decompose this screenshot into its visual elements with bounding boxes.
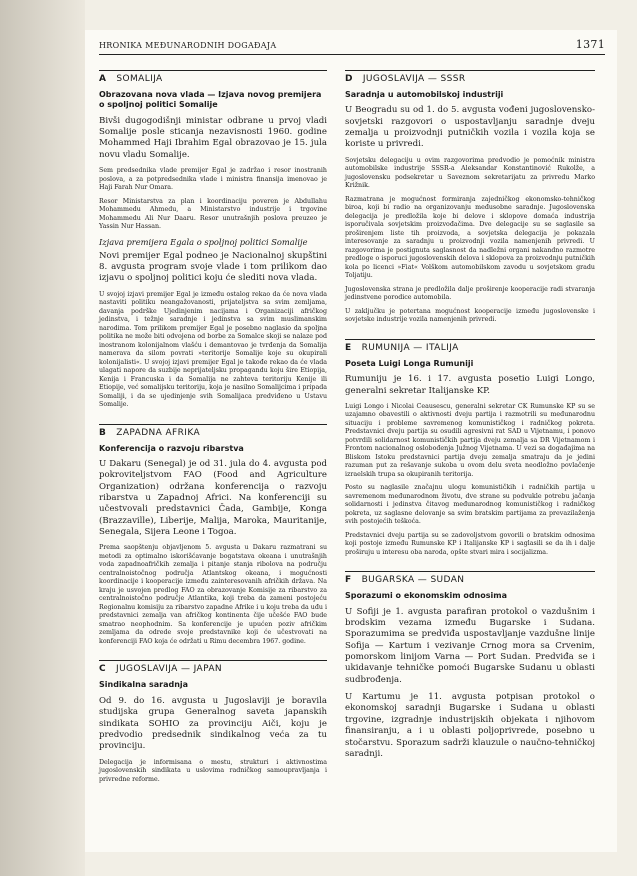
paragraph: Novi premijer Egal podneo je Nacionalnoj skupštini 8. avgusta program svoje vlade i tom prilikom dao izjavu o spoljnoj politici koju će slediti nova vlada. (99, 250, 327, 284)
paragraph: Delegacija je informisana o mestu, strukturi i aktivnostima jugoslovenskih sindikata u uslovima radničkog samoupravljanja i privredne reforme. (99, 758, 327, 783)
paragraph: U Sofiji je 1. avgusta parafiran protokol o vazdušnim i brodskim vezama između Bugarske i Sudana. Sporazumima se predviđa uspostavljanje vazdušne linije Sofija — Kartum i vezivanje Crnog mora sa Crvenim, pomorskom linijom Varna — Port Sudan. Predviđa se i ukidavanje tehničke pomoći Bugarske Sudanu u oblasti sudbrođenja. (345, 606, 595, 685)
section-letter: A (99, 74, 107, 84)
article-title: Poseta Luigi Longa Rumuniji (345, 358, 474, 368)
section-letter: F (345, 575, 352, 586)
section-country: BUGARSKA — SUDAN (361, 575, 465, 586)
paragraph: Predstavnici dveju partija su se zadovoljstvom govorili o bratskim odnosima koji postoje između Rumunske KP i Italijanske KP i saglasili se da ih i dalje proširuju u interesu oba naroda, opšte stvari mira i socijalizma. (345, 531, 595, 556)
article-title: Sindikalna saradnja (99, 680, 189, 690)
section-letter: E (345, 342, 352, 353)
article-title: Konferencija o razvoju ribarstva (99, 443, 244, 453)
article-title: Saradnja u automobilskoj industriji (345, 90, 504, 99)
paragraph: U Kartumu je 11. avgusta potpisan protokol o ekonomskoj saradnji Bugarske i Sudana u oblasti trgovine, izgradnje industrijskih objekata i njihovom finansiranju, a i u oblasti poljoprivrede, posebno u stočarstvu. Sporazum sadrži klauzule o naučno-tehničkoj saradnji. (345, 692, 595, 759)
section-heading (99, 424, 327, 438)
paragraph: Jugoslovenska strana je predložila dalje proširenje kooperacije radi stvaranja jedinstvene porodice automobila. (345, 285, 595, 302)
paragraph: Sovjetsku delegaciju u ovim razgovorima predvodio je pomoćnik ministra automobilske industrije SSSR-a Aleksandar Konstantinović Rukolže, a jugoslovensku podsekretar u Saveznom sekretarijatu za privredu Marko Križnik. (345, 156, 595, 190)
paragraph: Bivši dugogodišnji ministar odbrane u prvoj vladi Somalije posle sticanja nezavisnosti 1960. godine Mohammed Haji Ibrahim Egal obrazovao je 15. jula novu vladu Somalije. (99, 115, 327, 160)
section-country: ZAPADNA AFRIKA (116, 427, 201, 438)
paragraph: U svojoj izjavi premijer Egal je između ostalog rekao da će nova vlada nastaviti politiku neangažovanosti, prijateljstva sa svim zemljama, davanja podrške Ujedinjenim nacijama i Organizaciji afričkog jedinstva, i težnje saradnje i jedinstva sa svim muslimanskim narodima. Tom prilikom premijer Egal je posebno naglasio da spoljna politika ne može biti odvojena od borbe za Somalce skoji se nalaze pod inostranom kolonijalnom vlašću i demantovao je tvrđenja da Somalija namerava da silom povrati »teritorije Somalije koje su okupirali kolonijalisti«. U svojoj izjavi premijer Egal je takođe rekao da će vlada ulagati napore da suzbije neprijateljsku propagandu koju šire Etiopija, Kenija i Francuska i da Somalija ne zahteva teritoriju Kenije ili Etiopije, već somalijsku teritoriju, koja je nasilno Somalijcima i pripada Somaliji, i da se ujedinjenje svih Somalijaca predviđeno u Ustavu Somalije. (99, 290, 327, 409)
paragraph: Rumuniju je 16. i 17. avgusta posetio Luigi Longo, generalni sekretar Italijanske KP. (345, 374, 595, 396)
paragraph: Razmatrana je mogućnost formiranja zajedničkog ekonomsko-tehničkog biroa, koji bi radio na organizovanju međusobne saradnje. Jugoslovenska delegacija je predložila koje bi delove i sklopove domaća industrija isporučivala sovjetskim proizvođačima. Dve delegacije su se saglasile sa proširenjem liste tih proizvoda, a sovjetska delegacija je pokazala interesovanje za saradnju u proizvodnji vozila namenjenih privredi. U razgovorima je postignuta saglasnost da nadležni organi nakandno razmotre predloge o isporuci jugoslovenskih delova i sklopova za proizvodnju putničkih kola po licenci »Fiat« Volškom automobilskom zavodu u sovjetskom gradu Toljatiju. (345, 195, 595, 280)
section (99, 660, 327, 784)
section-country: JUGOSLAVIJA — SSSR (362, 74, 466, 84)
section-letter: B (99, 427, 107, 438)
article-subtitle: Izjava premijera Egala o spoljnoj politici Somalije (99, 236, 308, 247)
page (85, 30, 617, 852)
section-heading (345, 571, 595, 585)
book-spine-shadow (0, 0, 85, 876)
paragraph: Luigi Longo i Nicolai Ceausescu, generalni sekretar CK Rumunske KP su se uzajamno obavestili o aktivnosti dveju partija i razmotrili su međunarodnu situaciju i probleme savremenog komunističkog i radničkog pokreta. Predstavnici dveju partija su osudili agresivni rat SAD u Vijetnamu, i ponovo potvrdili solidarnost komunističkih partija dveju zemalja sa DR Vijetnamom i Frontom nacionalnog oslobođenja Južnog Vijetnama. U vezi sa događajima na Bliskom Istoku predstavnici partija dveju zemalja smatraju da je jedini razuman put za rešavanje sukoba u ovom delu sveta neodložno povlačenje izraelskih trupa sa okupiranih teritorija. (345, 402, 595, 478)
section-letter: D (345, 74, 353, 84)
section-heading (345, 339, 595, 353)
paragraph: Posto su naglasile značajnu ulogu komunističkih i radničkih partija u savremenom međunarodnom životu, dve strane su podvukle potrebu jačanja solidarnosti i jedinstva čitavog međunarodnog komunističkog i radničkog pokreta, uz saglasne delovanje sa svim bratskim partijama za prevazilaženja svih postojećih teškoća. (345, 484, 595, 526)
section-heading (99, 660, 327, 674)
left-column (99, 70, 327, 798)
section (99, 70, 327, 410)
section-heading (345, 70, 595, 84)
paragraph: Resor Ministarstva za plan i koordinaciju poveren je Abdullahu Mohammedu Ahmedu, a Ministarstvo industrije i trgovine Mohammedu Ali Nur Daaru. Resor unutrašnjih poslova preuzeo je Yassin Nur Hassan. (99, 197, 327, 231)
section (99, 424, 327, 647)
paragraph: U zaključku je potertana mogućnost kooperacije između jugoslovenske i sovjetske industrije vozila namenjenih privredi. (345, 307, 595, 324)
article-title: Obrazovana nova vlada — Izjava novog premijera o spoljnoj politici Somalije (99, 90, 322, 110)
section-country: RUMUNIJA — ITALIJA (361, 342, 459, 353)
section (345, 339, 595, 558)
section-letter: C (99, 664, 107, 675)
section-country: JUGOSLAVIJA — JAPAN (116, 664, 223, 675)
paragraph: Prema saopštenju objavljenom 5. avgusta u Dakaru razmatrani su metodi za optimalno iskorišćavanje bogatstava okeana i unutrašnjih voda zapadnoafričkih zemalja i pitanje stanja ribolova na području centralnoistočnog područja Atlantskog okeana, i mogućnosti koordinacije i kooperacije između zainteresovanih afričkih država. Na kraju je usvojen predlog FAO za obrazovanje Komisije za ribarstvo za centralnoistočno područje Atlantika, koji treba da zameni postojeću Regionalnu komisiju za ribarstvo zapadne Afrike i u koju treba da uđu i predstavnici zemalja van afričkog kontinenta čije učešće FAO bude smatrao neophodnim. Sa konferencije je upućen poziv afričkim zemljama da odrede svoje predstavnike koji će učestvovati na konferenciji FAO koja će održati u Rimu decembra 1967. godine. (99, 544, 327, 645)
right-column (345, 70, 595, 774)
running-title: HRONIKA MEĐUNARODNIH DOGAĐAJA (99, 41, 277, 50)
section (345, 70, 595, 325)
page-number: 1371 (575, 38, 605, 51)
section-country: SOMALIJA (116, 74, 163, 84)
section-heading (99, 70, 327, 84)
section (345, 571, 595, 760)
paragraph: U Dakaru (Senegal) je od 31. jula do 4. avgusta pod pokroviteljstvom FAO (Food and Agriculture Organization) održana konferencija o razvoju ribarstva u Zapadnoj Africi. Na konferenciji su učestvovali predstavnici Čada, Gambije, Konga (Brazzaville), Liberije, Malija, Maroka, Mauritanije, Senegala, Sijera Leone i Togoa. (99, 459, 327, 538)
paragraph: Od 9. do 16. avgusta u Jugoslaviji je boravila studijska grupa Generalnog saveta japanskih sindikata SOHIO za provinciju Aiči, koju je predvodio predsednik sindikalnog veća za tu provinciju. (99, 695, 327, 752)
paragraph: U Beogradu su od 1. do 5. avgusta vođeni jugoslovensko-sovjetski razgovori o uspostavljanju saradnje dveju zemalja u proizvodnji putničkih vozila i vozila koja se koriste u privredi. (345, 105, 595, 150)
running-header (99, 38, 605, 55)
paragraph: Sem predsednika vlade premijer Egal je zadržao i resor inostranih poslova, a za potpredsednika vlade i ministra finansija imenovao je Haji Farah Nur Omara. (99, 167, 327, 192)
article-title: Sporazumi o ekonomskim odnosima (345, 591, 507, 601)
